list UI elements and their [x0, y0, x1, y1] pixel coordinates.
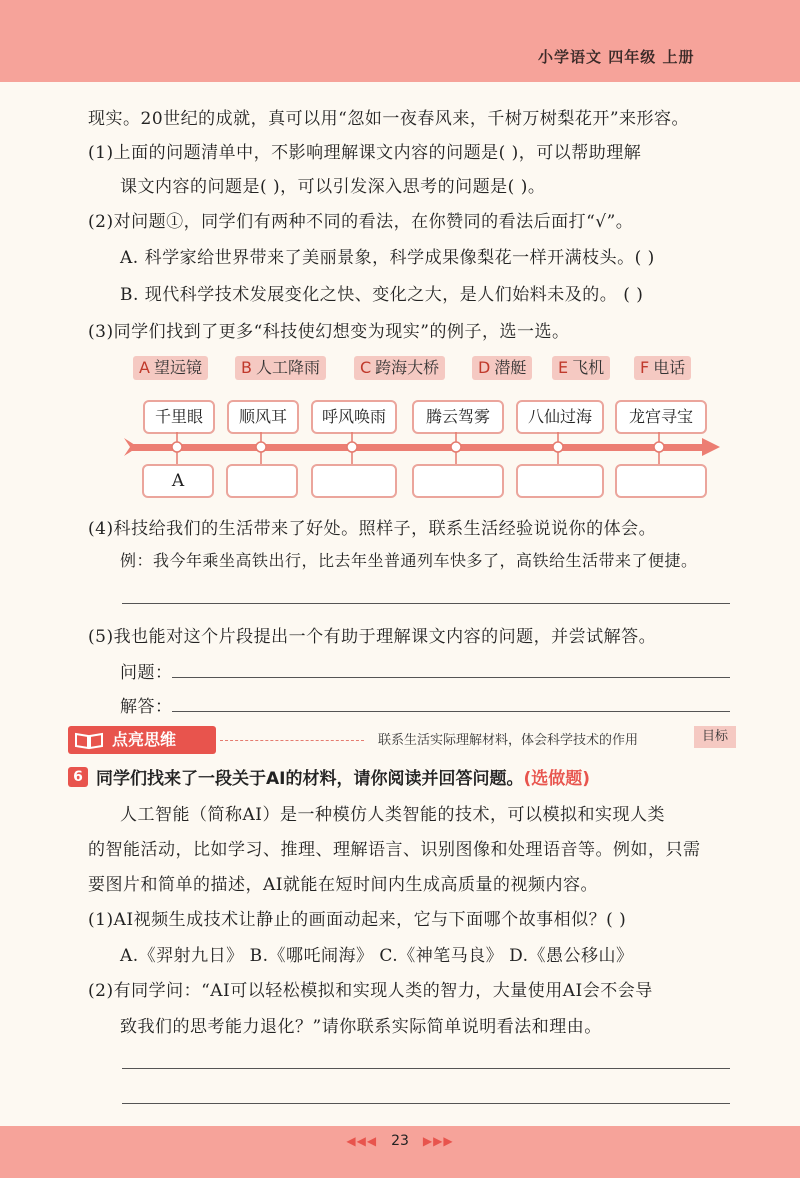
timeline-item: 八仙过海 [516, 400, 604, 434]
open-book-icon [74, 730, 104, 750]
timeline-arrow [0, 0, 800, 520]
option-letter: F [640, 358, 650, 377]
timeline-item: 呼风唤雨 [311, 400, 397, 434]
timeline-item: 腾云驾雾 [412, 400, 504, 434]
timeline-item: 千里眼 [143, 400, 215, 434]
timeline-answer-box[interactable]: A [142, 464, 214, 498]
passage-line: 人工智能（简称AI）是一种模仿人类智能的技术，可以模拟和实现人类 [120, 805, 665, 825]
timeline-item: 龙宫寻宝 [615, 400, 707, 434]
q5-line: (5)我也能对这个片段提出一个有助于理解课文内容的问题，并尝试解答。 [88, 627, 657, 647]
option-text: 潜艇 [494, 358, 527, 377]
timeline-answer-box[interactable] [226, 464, 298, 498]
passage-line: 的智能活动，比如学习、推理、理解语言、识别图像和处理语音等。例如，只需 [88, 840, 701, 860]
section-banner [68, 726, 216, 754]
q5-question-line[interactable] [172, 677, 730, 678]
next-arrows-icon: ▶▶▶ [422, 1134, 454, 1148]
header-subject: 小学语文 四年级 上册 [538, 48, 695, 66]
question-number: 6 [68, 767, 88, 787]
option-letter: C [360, 358, 372, 377]
q6-2-line2: 致我们的思考能力退化？”请你联系实际简单说明看法和理由。 [120, 1017, 602, 1037]
q6-answer-line[interactable] [122, 1103, 730, 1104]
q5-answer-line[interactable] [172, 711, 730, 712]
q6-answer-line[interactable] [122, 1068, 730, 1069]
q3-line: (3)同学们找到了更多“科技使幻想变为现实”的例子，选一选。 [88, 322, 570, 342]
option-letter: D [478, 358, 491, 377]
q2-option-b: B. 现代科学技术发展变化之快、变化之大，是人们始料未及的。 ( ) [120, 285, 644, 305]
q4-example: 例：我今年乘坐高铁出行，比去年坐普通列车快多了，高铁给生活带来了便捷。 [120, 551, 698, 570]
timeline-answer-box[interactable] [516, 464, 604, 498]
optional-tag: (选做题) [523, 769, 591, 789]
prev-arrows-icon: ◀◀◀ [346, 1134, 378, 1148]
timeline-item: 顺风耳 [227, 400, 299, 434]
page-indicator [0, 1133, 800, 1149]
option-text: 跨海大桥 [375, 358, 440, 377]
q6-1-options: A.《羿射九日》 B.《哪吒闹海》 C.《神笔马良》 D.《愚公移山》 [120, 946, 634, 966]
option-text: 望远镜 [153, 358, 202, 377]
q5-answer-label: 解答： [120, 697, 173, 717]
question-title [96, 764, 590, 789]
page-number: 23 [391, 1133, 409, 1149]
option-letter: A [139, 358, 150, 377]
q5-question-label: 问题： [120, 663, 173, 683]
section-divider [220, 740, 364, 741]
passage-line: 要图片和简单的描述，AI就能在短时间内生成高质量的视频内容。 [88, 875, 598, 895]
timeline-answer-box[interactable] [615, 464, 707, 498]
q6-2-line1: (2)有同学问：“AI可以轻松模拟和实现人类的智力，大量使用AI会不会导 [88, 981, 653, 1001]
q2-line: (2)对问题①，同学们有两种不同的看法，在你赞同的看法后面打“√”。 [88, 212, 634, 232]
timeline-answer-box[interactable] [311, 464, 397, 498]
option-text: 电话 [653, 358, 686, 377]
q1-line2: 课文内容的问题是( )，可以引发深入思考的问题是( )。 [120, 177, 546, 197]
option-letter: B [241, 358, 252, 377]
q2-option-a: A. 科学家给世界带来了美丽景象，科学成果像梨花一样开满枝头。( ) [120, 248, 655, 268]
question-title-text: 同学们找来了一段关于AI的材料，请你阅读并回答问题。 [96, 769, 524, 789]
section-goal-text: 联系生活实际理解材料，体会科学技术的作用 [378, 733, 639, 748]
q4-line: (4)科技给我们的生活带来了好处。照样子，联系生活经验说说你的体会。 [88, 519, 657, 539]
intro-line: 现实。20世纪的成就，真可以用“忽如一夜春风来，千树万树梨花开”来形容。 [88, 109, 690, 129]
q1-line1: (1)上面的问题清单中，不影响理解课文内容的问题是( )，可以帮助理解 [88, 143, 642, 163]
section-title: 点亮思维 [112, 730, 177, 749]
goal-tag: 目标 [694, 726, 736, 748]
option-letter: E [558, 358, 569, 377]
q4-answer-line[interactable] [122, 603, 730, 604]
option-text: 飞机 [572, 358, 605, 377]
q6-1-line: (1)AI视频生成技术让静止的画面动起来，它与下面哪个故事相似？( ) [88, 910, 627, 930]
timeline-answer-box[interactable] [412, 464, 504, 498]
option-text: 人工降雨 [255, 358, 320, 377]
